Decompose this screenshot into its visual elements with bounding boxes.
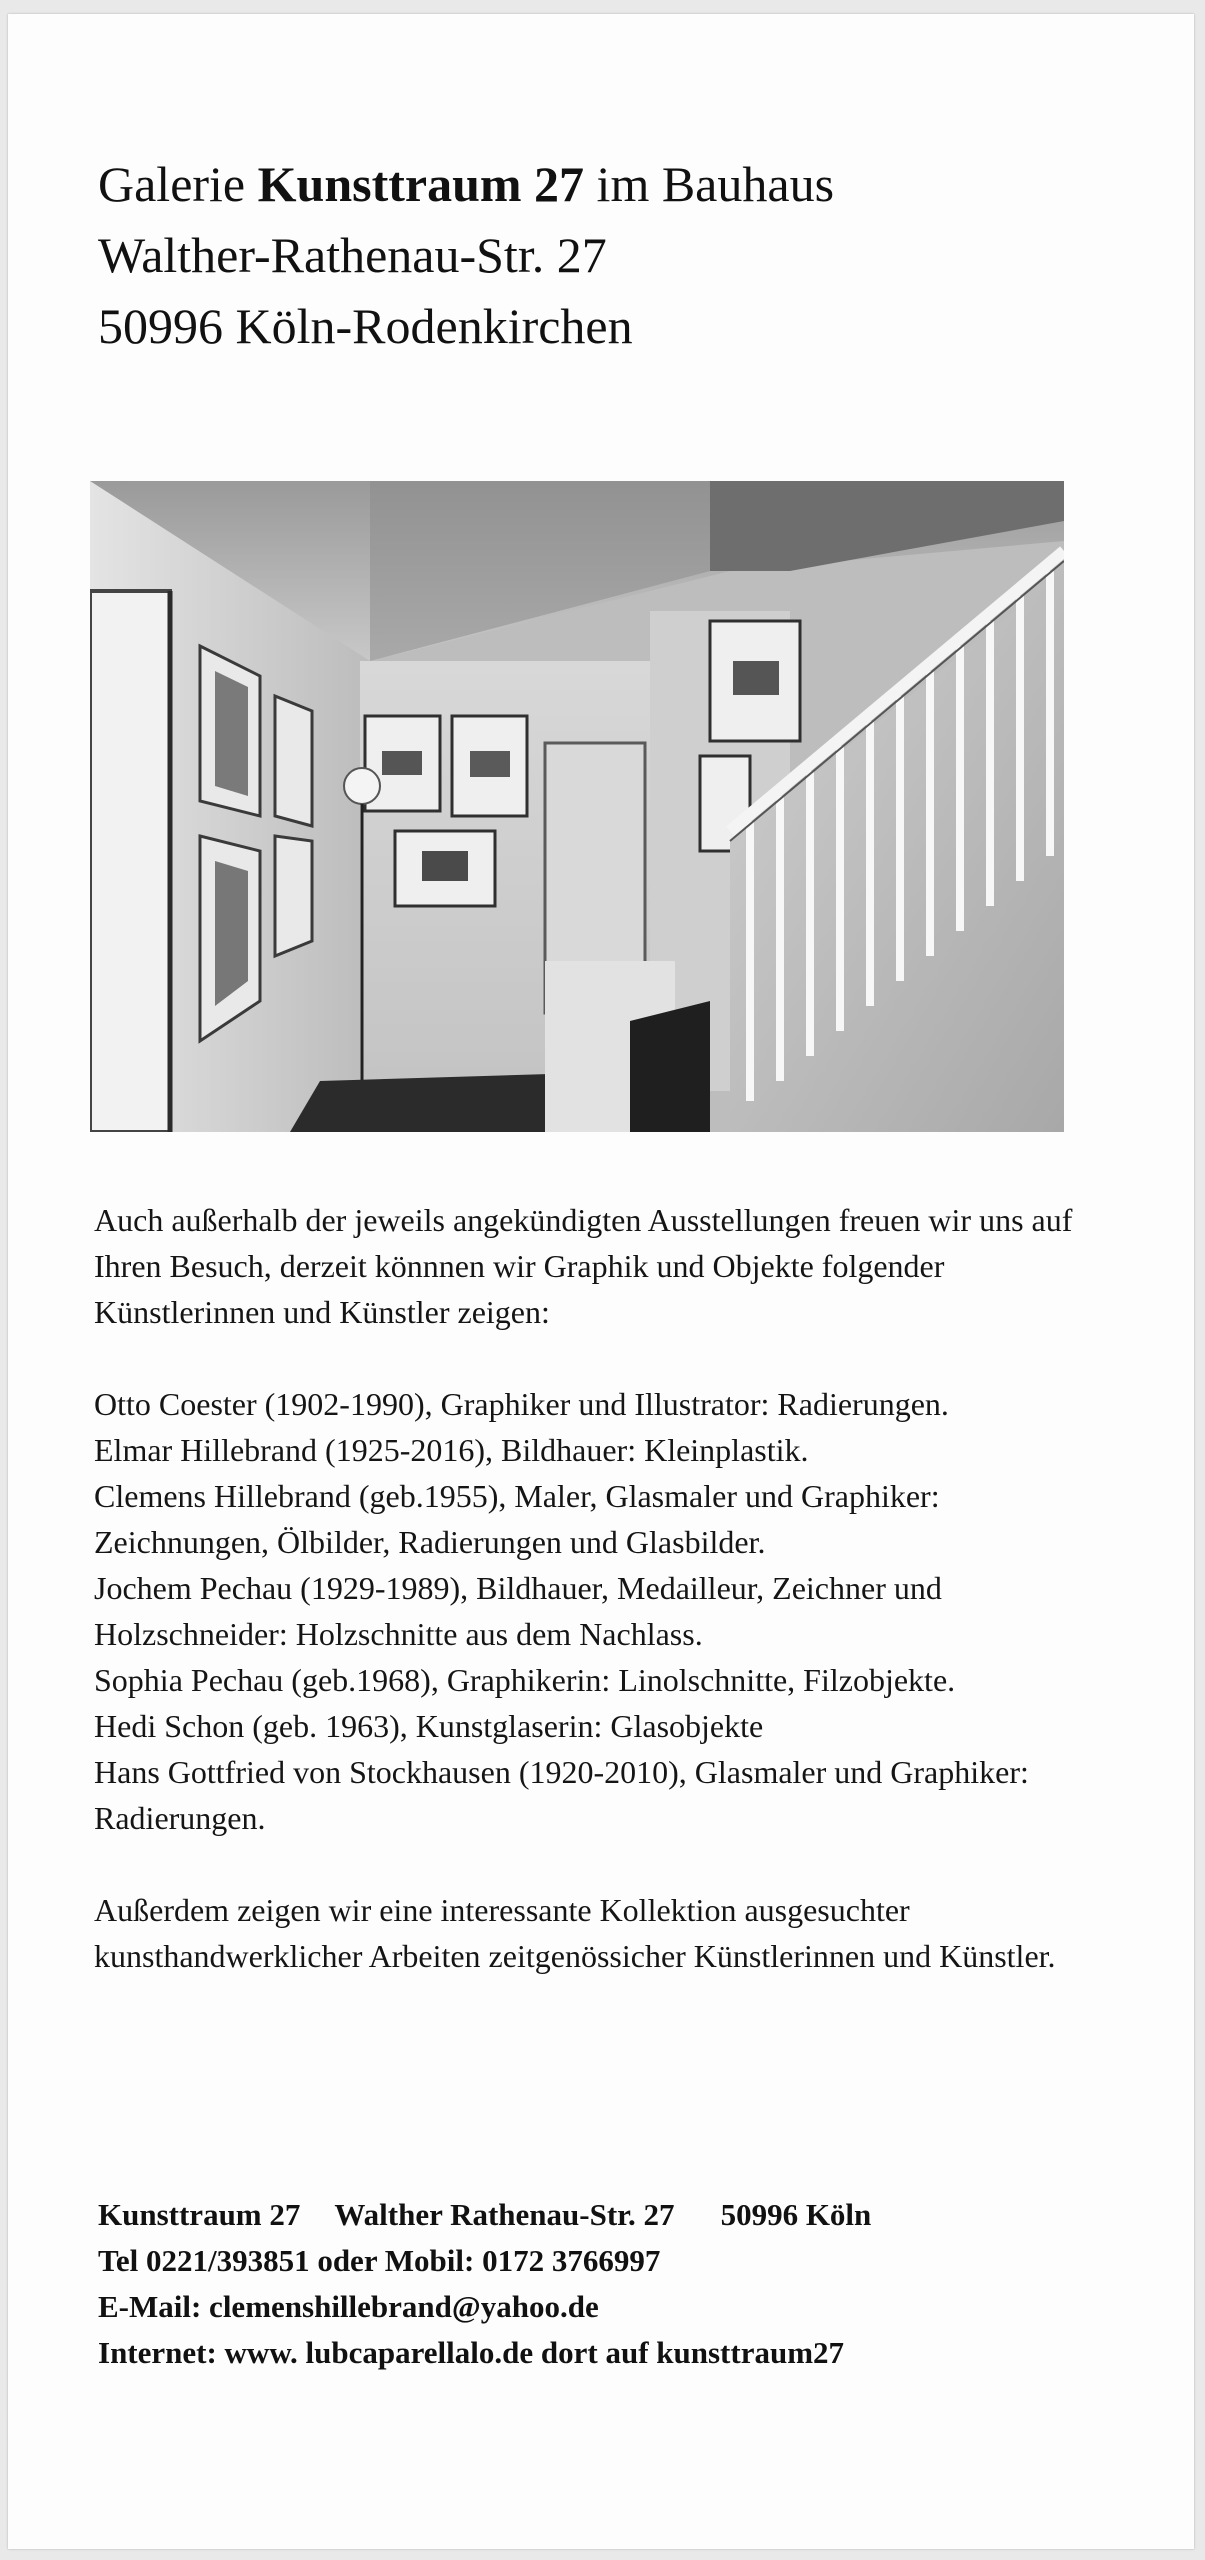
flyer-body-text: [94, 1197, 1084, 1979]
list-item: Jochem Pechau (1929-1989), Bildhauer, Medailleur, Zeichner und Holzschneider: Holzschnitte aus dem Nachlass.: [94, 1570, 942, 1652]
footer-name: Kunsttraum 27: [98, 2197, 301, 2232]
header-city: 50996 Köln-Rodenkirchen: [98, 298, 633, 354]
footer-internet: Internet: www. lubcaparellalo.de dort auf kunsttraum27: [98, 2335, 845, 2370]
list-item: Clemens Hillebrand (geb.1955), Maler, Glasmaler und Graphiker: Zeichnungen, Ölbilder, Radierungen und Glasbilder.: [94, 1478, 940, 1560]
header-line-1: Galerie Kunsttraum 27 im Bauhaus: [98, 156, 835, 212]
gallery-name: Kunsttraum 27: [257, 156, 585, 212]
list-item: Elmar Hillebrand (1925-2016), Bildhauer: Kleinplastik.: [94, 1432, 809, 1468]
intro-paragraph: Auch außerhalb der jeweils angekündigten Ausstellungen freuen wir uns auf Ihren Besuch, derzeit könnnen wir Graphik und Objekte folgender Künstlerinnen und Künstler zeigen:: [94, 1202, 1073, 1330]
footer-street: Walther Rathenau-Str. 27: [334, 2197, 675, 2232]
artist-list: [94, 1381, 1084, 1841]
list-item: Sophia Pechau (geb.1968), Graphikerin: Linolschnitte, Filzobjekte.: [94, 1662, 956, 1698]
footer-address-row: [98, 2192, 1088, 2238]
gallery-hallway-photo: [90, 481, 1064, 1132]
list-item: Hedi Schon (geb. 1963), Kunstglaserin: Glasobjekte: [94, 1708, 764, 1744]
contact-footer: [98, 2192, 1088, 2376]
header-street: Walther-Rathenau-Str. 27: [98, 227, 607, 283]
closing-paragraph: Außerdem zeigen wir eine interessante Kollektion ausgesuchter kunsthandwerklicher Arbeiten zeitgenössicher Künstlerinnen und Künstler.: [94, 1892, 1056, 1974]
footer-city: 50996 Köln: [720, 2197, 872, 2232]
footer-phone: Tel 0221/393851 oder Mobil: 0172 3766997: [98, 2243, 661, 2278]
list-item: Otto Coester (1902-1990), Graphiker und Illustrator: Radierungen.: [94, 1386, 949, 1422]
hallway-photo-illustration: [90, 481, 1064, 1132]
list-item: Hans Gottfried von Stockhausen (1920-2010), Glasmaler und Graphiker: Radierungen.: [94, 1754, 1029, 1836]
footer-email: E-Mail: clemenshillebrand@yahoo.de: [98, 2289, 599, 2324]
gallery-address-header: [98, 149, 834, 362]
